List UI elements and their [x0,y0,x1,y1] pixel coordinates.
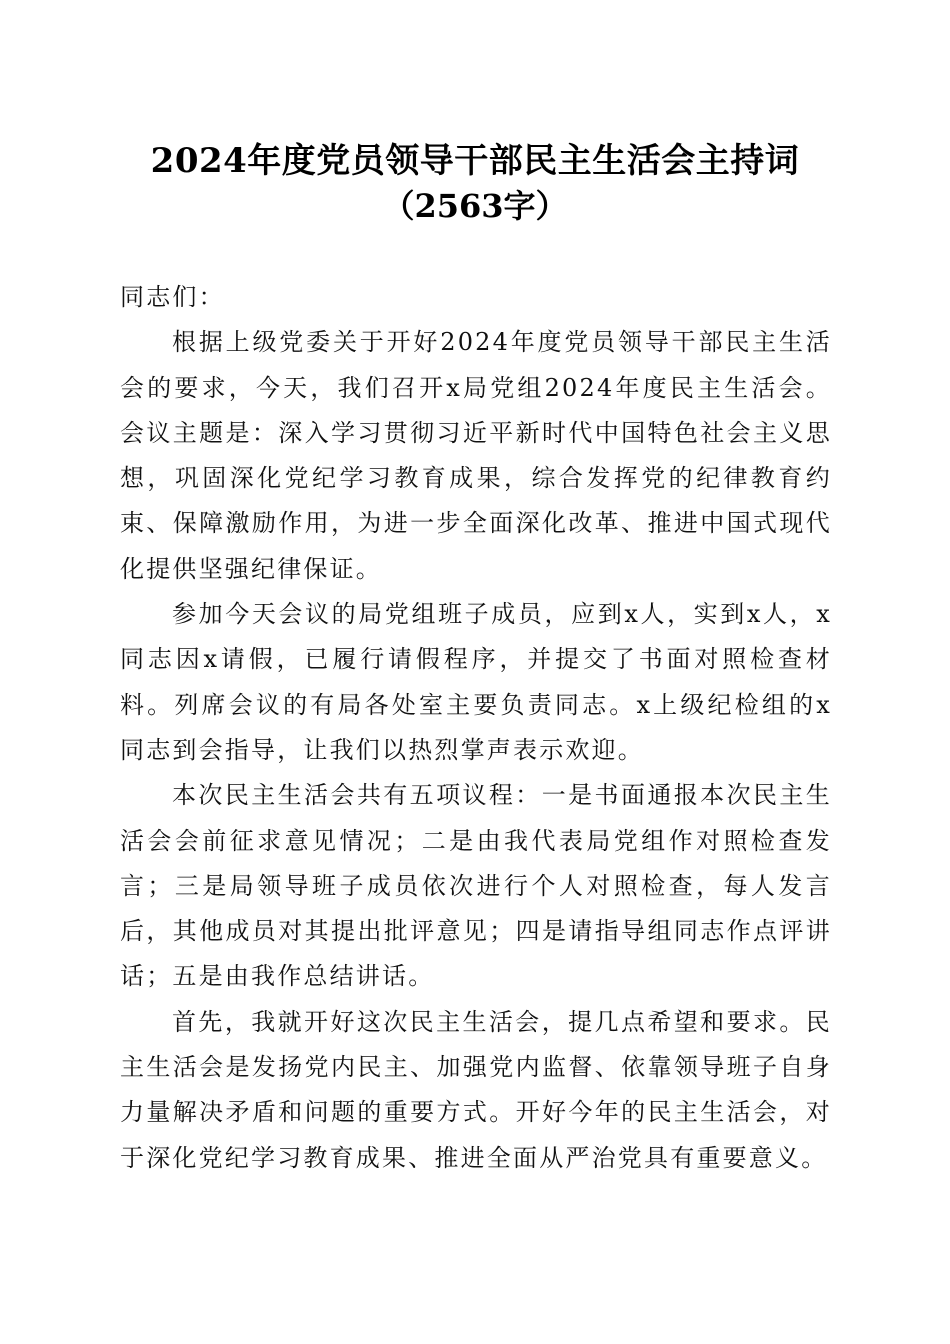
paragraph-agenda: 本次民主生活会共有五项议程：一是书面通报本次民主生活会会前征求意见情况；二是由我代表局党组作对照检查发言；三是局领导班子成员依次进行个人对照检查，每人发言后，其他成员对其提出批评意见；四是请指导组同志作点评讲话；五是由我作总结讲话。 [120,781,832,991]
paragraph-requirements: 首先，我就开好这次民主生活会，提几点希望和要求。民主生活会是发扬党内民主、加强党内监督、依靠领导班子自身力量解决矛盾和问题的重要方式。开好今年的民主生活会，对于深化党纪学习教育成果、推进全面从严治党具有重要意义。 [120,1007,832,1172]
document-title: 2024年度党员领导干部民主生活会主持词 [150,141,800,181]
title-block [0,138,950,228]
paragraph-attendance: 参加今天会议的局党组班子成员，应到x人，实到x人，x同志因x请假，已履行请假程序，并提交了书面对照检查材料。列席会议的有局各处室主要负责同志。x上级纪检组的x同志到会指导，让我们以热烈掌声表示欢迎。 [120,600,832,764]
document-body [120,275,832,1181]
salutation: 同志们： [120,283,225,311]
paragraph-intro: 根据上级党委关于开好2024年度党员领导干部民主生活会的要求，今天，我们召开x局党组2024年度民主生活会。会议主题是：深入学习贯彻习近平新时代中国特色社会主义思想，巩固深化党纪学习教育成果，综合发挥党的纪律教育约束、保障激励作用，为进一步全面深化改革、推进中国式现代化提供坚强纪律保证。 [120,328,832,583]
word-count-subtitle: （2563字） [382,187,568,225]
